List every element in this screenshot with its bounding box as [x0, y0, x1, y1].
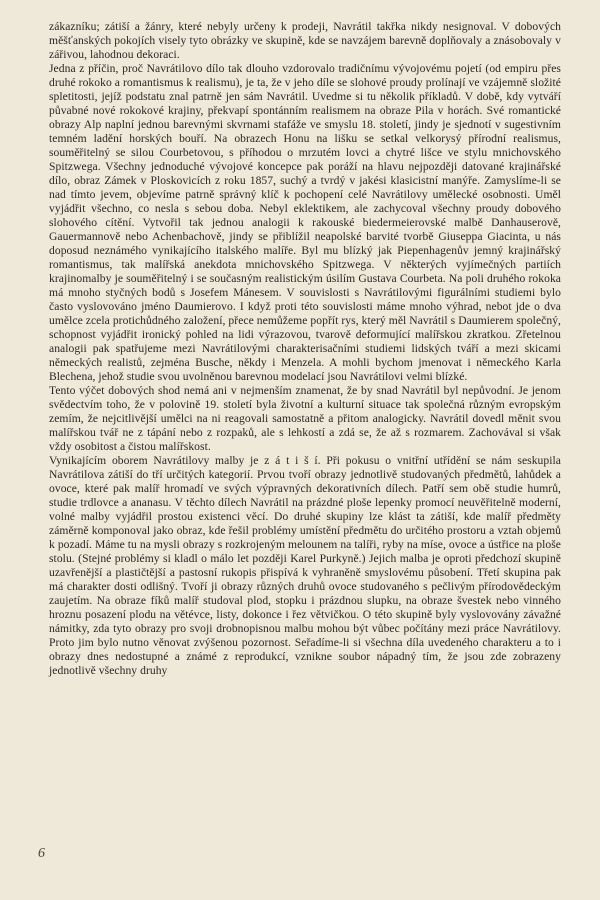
paragraph-1: zákazníku; zátiší a žánry, které nebyly určeny k prodeji, Navrátil takřka nikdy nesignoval. V dobových měšťanských pokojích visely tyto obrázky ve skupině, kde se navzájem barevně doplňovaly a znásobovaly v zářivou, lahodnou dekoraci.	[49, 20, 561, 61]
paragraph-2: Jedna z příčin, proč Navrátilovo dílo tak dlouho vzdorovalo tradičnímu vývojovému pojetí (od empiru přes druhé rokoko a romantismus k realismu), je ta, že v jeho díle se slohové proudy prolínají ve vzájemně složité spletitosti, jejíž podstatu znal patrně jen sám Navrátil. Uvedme si tu několik příkladů. V době, kdy vytváří půvabné nové rokokové krajiny, překvapí spontánním realismem na obraze Pila v horách. Své romantické obrazy Alp naplní jednou barevnými skvrnami stafáže ve smyslu 18. století, jindy je sjednotí v sugestivním temném ladění horských bouří. Na obrazech Honu na lišku se setkal velkorysý přírodní realismus, souměřitelný se silou Courbetovou, s příhodou o mrzutém lovci a chytré lišce ve stylu mnichovského Spitzwega. Všechny jednoduché vývojové koncepce pak poráží na hlavu nejpozději datované krajinářské dílo, obraz Zámek v Ploskovicích z roku 1857, suchý a tvrdý v jakési klasicistní manýře. Zamyslíme-li se nad tímto jevem, objevíme patrně správný klíč k pochopení celé Navrátilovy umělecké osobnosti. Uměl vyjádřit všechno, co nesla s sebou doba. Nebyl eklektikem, ale zachycoval všechny proudy dobového slohového cítění. Vytvořil tak jednou analogii k rakouské biedermeierovské malbě Danhauserově, Gauermannově nebo Achenbachově, jindy se přiblížil neapolské barvité tvorbě Giuseppa Giacinta, u nás doposud neznámého vynikajícího italského malíře. Byl mu blízký jak Piepenhagenův jemný krajinářský romantismus, tak malířská anekdota mnichovského Spitzwega. V některých vyjímečných partiích krajinomalby je souměřitelný i se současným realistickým úsilím Gustava Courbeta. Na poli druhého rokoka má mnoho styčných bodů s Josefem Mánesem. V souvislosti s Navrátilovými figurálními studiemi bylo často vyslovováno jméno Daumierovo. I když proti této souvislosti máme mnoho výhrad, nebot jde o dva umělce zcela protichůdného založení, přece nemůžeme popřít rys, který měl Navrátil s Daumierem společný, schopnost vyjádřit ironický pohled na lidi výrazovou, tvarově deformující malířskou zkratkou. Zřetelnou analogii pak spatřujeme mezi Navrátilovými charakterisačními studiemi lidských tváří a mezi skicami německých realistů, zejména Busche, někdy i Menzela. A mohli bychom jmenovat i německého Karla Blechena, jehož studie svou uvolněnou barevnou modelací jsou Navrátilovi velmi blízké.	[49, 62, 561, 383]
paragraph-3: Tento výčet dobových shod nemá ani v nejmenším znamenat, že by snad Navrátil byl nepůvodní. Je jenom svědectvím toho, že v polovině 19. století byla životní a kulturní situace tak společná různým evropským zemím, že nejcitlivější umělci na ni reagovali samostatně a přitom analogicky. Navrátil dovedl měnit svou malířskou tvář ne z tápání nebo z rozpaků, ale s lehkostí a zdá se, že až s rozmarem. Zachovával si však vždy osobitost a čistou malířskost.	[49, 384, 561, 453]
page-number: 6	[38, 846, 45, 861]
body-text	[49, 20, 561, 678]
paragraph-4: Vynikajícím oborem Navrátilovy malby je z á t i š í. Při pokusu o vnitřní utřídění se nám seskupila Navrátilova zátiší do tří určitých kategorií. Prvou tvoří obrazy jednotlivě studovaných předmětů, lahůdek a ovoce, které pak malíř hromadí ve svých výpravných dekorativních dílech. Patří sem obě studie humrů, studie trdlovce a ananasu. V těchto dílech Navrátil na prázdné ploše lepenky promocí neuvěřitelně moderní, volné malby vyjádřil prostou existenci věcí. Do druhé skupiny lze klást ta zátiší, kde malíř předměty záměrně komponoval jako obraz, kde řešil problémy umístění předmětu do určitého prostoru a vztah objemů k pozadí. Máme tu na mysli obrazy s rozkrojeným melounem na talíři, ryby na míse, ovoce a ústřice na ploše stolu. (Stejné problémy si kladl o málo let později Karel Purkyně.) Jejich malba je oproti předchozí skupině uzavřenější a plastičtější a pastosní rukopis přispívá k vyhraněně smyslovému působení. Třetí skupina pak má charakter dosti odlišný. Tvoří ji obrazy různých druhů ovoce studovaného s pečlivým přírodovědeckým zaujetím. Na obraze fíků malíř studoval plod, stopku i prázdnou slupku, na obraze švestek nebo vinného hroznu posazení plodu na větévce, listy, dokonce i řez větvičkou. O této skupině byly vyslovovány závažné námitky, zda tyto obrazy pro svoji drobnopisnou malbu mohou být vůbec počítány mezi práce Navrátilovy. Proto jim bylo nutno věnovat zvýšenou pozornost. Seřadíme-li si všechna díla uvedeného charakteru a to i obrazy dnes nedostupné a známé z reprodukcí, vznikne soubor nápadný tím, že jsou zde zobrazeny jednotlivě všechny druhy	[49, 454, 561, 677]
